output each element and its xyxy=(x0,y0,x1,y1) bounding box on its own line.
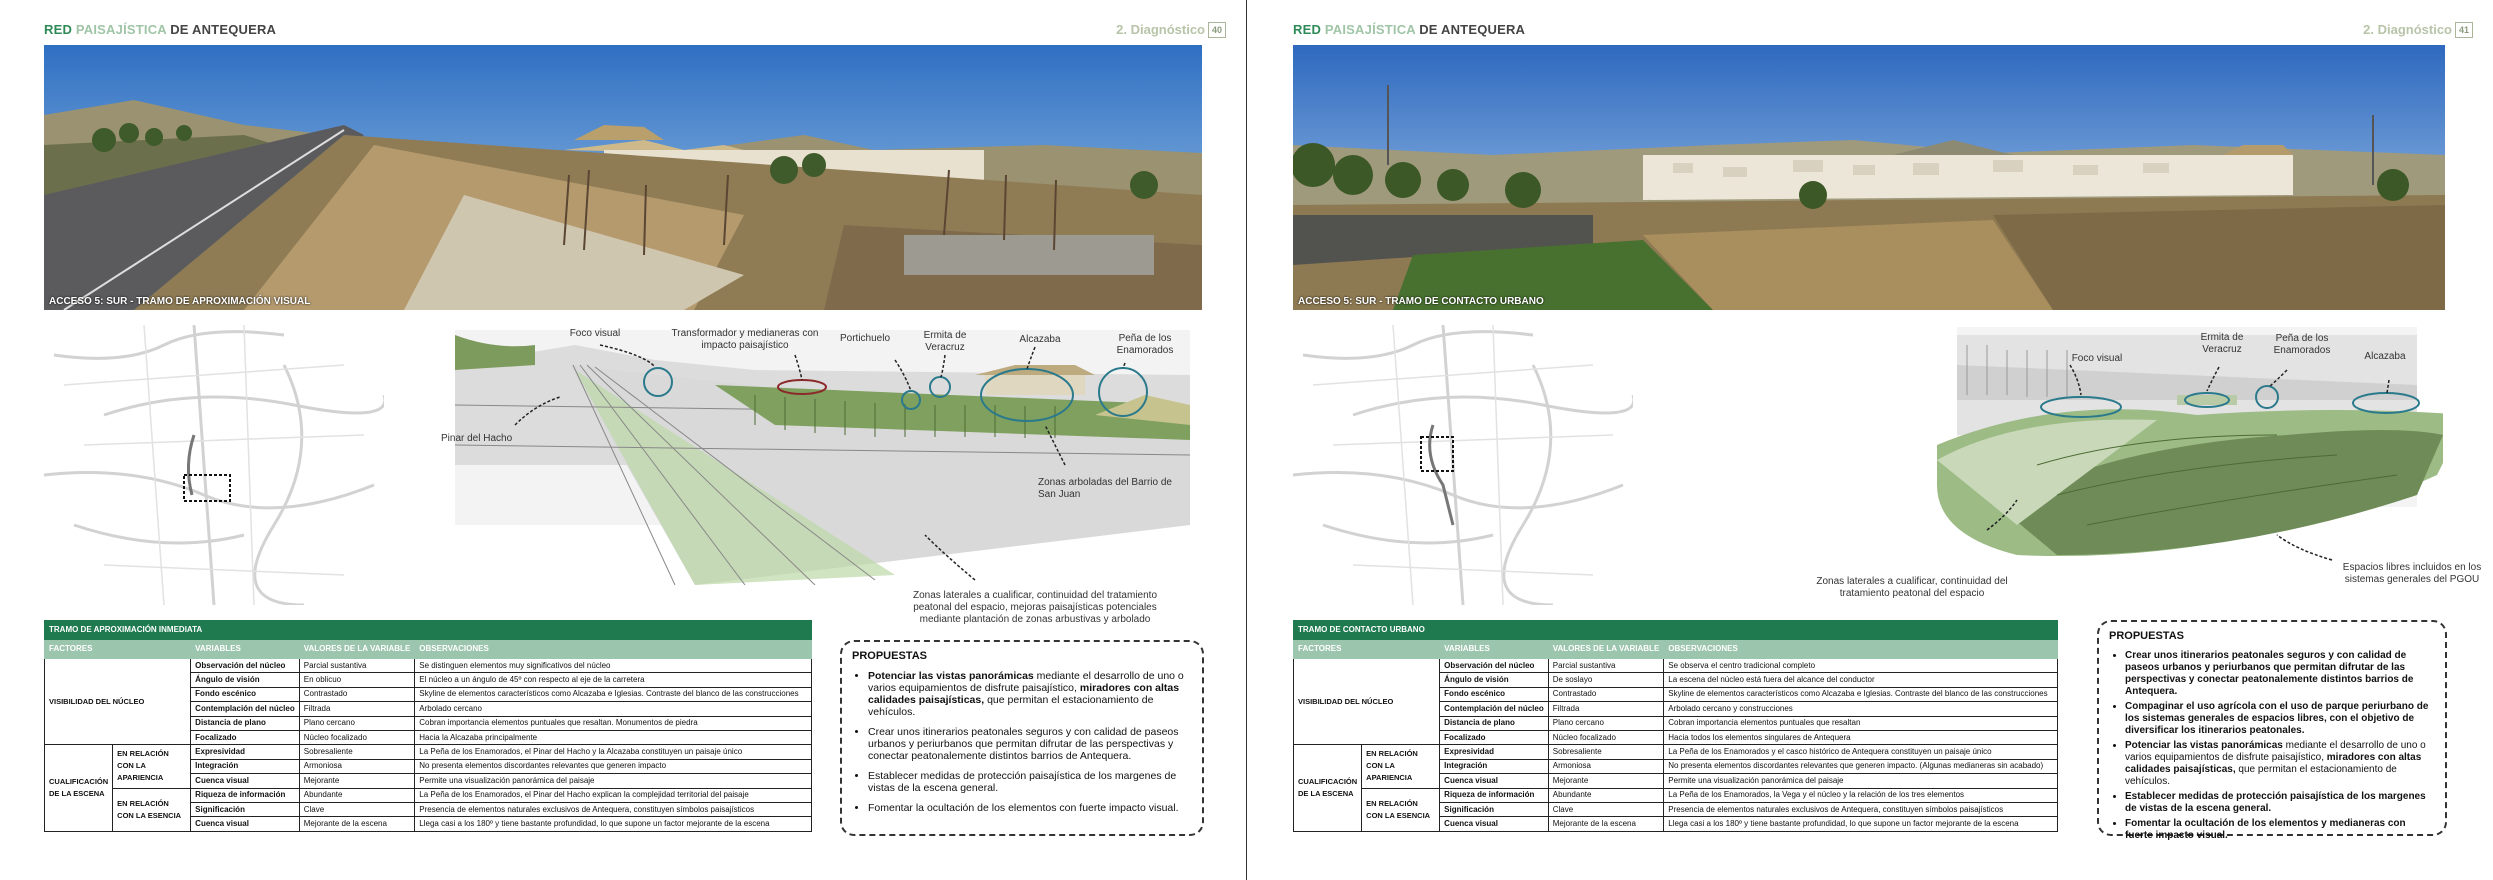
variable-cell: Cuenca visual xyxy=(191,774,300,788)
table-title: TRAMO DE APROXIMACIÓN INMEDIATA xyxy=(45,621,812,640)
proposal-text: que permitan el estacionamiento de vehículos. xyxy=(868,694,1154,718)
observation-cell: Permite una visualización panorámica del paisaje xyxy=(1664,774,2058,788)
observation-cell: Permite una visualización panorámica del paisaje xyxy=(415,774,812,788)
factor-visibilidad: VISIBILIDAD DEL NÚCLEO xyxy=(1294,659,1440,745)
variable-cell: Significación xyxy=(191,802,300,816)
proposal-item xyxy=(868,726,1192,762)
header-word-antequera: DE ANTEQUERA xyxy=(170,22,277,37)
proposals-title: PROPUESTAS xyxy=(2109,630,2184,642)
variable-cell: Ángulo de visión xyxy=(191,673,300,687)
proposal-text: mediante el desarrollo de uno o varios equipamientos de disfrute paisajístico, xyxy=(2125,740,2426,763)
factor-cualificacion: CUALIFICACIÓN DE LA ESCENA xyxy=(1294,745,1362,831)
right-page xyxy=(1247,0,2493,880)
variable-cell: Integración xyxy=(1440,759,1549,773)
callout-zonas-laterales: Zonas laterales a cualificar, continuidad del tratamiento peatonal del espacio xyxy=(1816,576,2008,599)
col-header-factores: FACTORES xyxy=(1294,640,1440,659)
value-cell: Sobresaliente xyxy=(299,745,415,759)
variable-cell: Focalizado xyxy=(1440,730,1549,744)
page-number: 40 xyxy=(1208,22,1226,38)
value-cell: Parcial sustantiva xyxy=(299,659,415,673)
value-cell: Contrastado xyxy=(299,687,415,701)
observation-cell: Llega casi a los 180º y tiene bastante profundidad, lo que supone un factor mejorante de la escena xyxy=(415,817,812,831)
proposal-item xyxy=(2125,650,2435,698)
proposal-bold: miradores con altas calidades paisajísticas, xyxy=(868,682,1180,706)
observation-cell: Presencia de elementos naturales exclusivos de Antequera, constituyen símbolos paisajísticos xyxy=(1664,802,2058,816)
col-header-valores: VALORES DE LA VARIABLE xyxy=(1548,640,1664,659)
proposal-item xyxy=(2125,818,2435,842)
panorama-illustration xyxy=(1293,45,2445,310)
observation-cell: El núcleo a un ángulo de 45º con respecto al eje de la carretera xyxy=(415,673,812,687)
document-header xyxy=(1293,22,1525,37)
chapter-title: 2. Diagnóstico xyxy=(2363,22,2452,37)
location-map xyxy=(1293,325,1633,605)
callout-foco-visual: Foco visual xyxy=(569,328,621,339)
variable-cell: Riqueza de información xyxy=(1440,788,1549,802)
observation-cell: La escena del núcleo está fuera del alcance del conductor xyxy=(1664,673,2058,687)
observation-cell: Presencia de elementos naturales exclusivos de Antequera, constituyen símbolos paisajísticos xyxy=(415,802,812,816)
variable-cell: Expresividad xyxy=(1440,745,1549,759)
page-number: 41 xyxy=(2455,22,2473,38)
value-cell: Clave xyxy=(299,802,415,816)
proposal-text: que permitan el estacionamiento de vehículos. xyxy=(2125,764,2397,787)
observation-cell: Cobran importancia elementos puntuales que resaltan. Monumentos de piedra xyxy=(415,716,812,730)
header-word-paisajistica: PAISAJÍSTICA xyxy=(1324,22,1416,37)
proposal-bold: Crear unos itinerarios peatonales seguros y con calidad de paseos urbanos y periurbanos que permitan difrutar de las perspectivas y conectar peatonalemente distintos barrios de Antequera. xyxy=(2125,650,2414,697)
assessment-table xyxy=(1293,620,2058,832)
callout-ermita-veracruz: Ermita de Veracruz xyxy=(923,330,967,353)
table-row xyxy=(1294,788,2058,802)
observation-cell: Skyline de elementos característicos como Alcazaba e Iglesias. Contraste del blanco de las construcciones xyxy=(415,687,812,701)
subfactor-esencia: EN RELACIÓN CON LA ESENCIA xyxy=(113,788,191,831)
observation-cell: La Peña de los Enamorados, la Vega y el núcleo y la relación de los tres elementos xyxy=(1664,788,2058,802)
variable-cell: Expresividad xyxy=(191,745,300,759)
value-cell: Mejorante de la escena xyxy=(1548,817,1664,831)
table-row xyxy=(45,745,812,759)
value-cell: De soslayo xyxy=(1548,673,1664,687)
table-row xyxy=(45,659,812,673)
photo-caption: ACCESO 5: SUR - TRAMO DE APROXIMACIÓN VISUAL xyxy=(49,296,311,307)
photo-caption: ACCESO 5: SUR - TRAMO DE CONTACTO URBANO xyxy=(1298,296,1544,307)
access-route xyxy=(188,435,194,495)
variable-cell: Cuenca visual xyxy=(1440,774,1549,788)
chapter-label xyxy=(2363,22,2473,38)
callout-pena-enamorados: Peña de los Enamorados xyxy=(1116,333,1174,356)
value-cell: Filtrada xyxy=(1548,702,1664,716)
col-header-variables: VARIABLES xyxy=(191,640,300,659)
proposal-bold: miradores con altas calidades paisajísticas, xyxy=(2125,752,2422,775)
callout-alcazaba: Alcazaba xyxy=(2364,351,2406,362)
callout-espacios-libres: Espacios libres incluidos en los sistemas generales del PGOU xyxy=(2342,562,2482,585)
header-word-paisajistica: PAISAJÍSTICA xyxy=(75,22,167,37)
col-header-valores: VALORES DE LA VARIABLE xyxy=(299,640,415,659)
table-title: TRAMO DE CONTACTO URBANO xyxy=(1294,621,2058,640)
observation-cell: Cobran importancia elementos puntuales que resaltan xyxy=(1664,716,2058,730)
observation-cell: No presenta elementos discordantes relevantes que generen impacto. (Algunas medianeras sin acabado) xyxy=(1664,759,2058,773)
callout-ermita-veracruz: Ermita de Veracruz xyxy=(2200,332,2244,355)
callout-zonas-arboladas: Zonas arboladas del Barrio de San Juan xyxy=(1038,477,1172,500)
header-word-antequera: DE ANTEQUERA xyxy=(1419,22,1526,37)
factor-visibilidad: VISIBILIDAD DEL NÚCLEO xyxy=(45,659,191,745)
callout-transformador: Transformador y medianeras con impacto paisajístico xyxy=(671,328,819,351)
table-row xyxy=(1294,659,2058,673)
variable-cell: Ángulo de visión xyxy=(1440,673,1549,687)
observation-cell: La Peña de los Enamorados, el Pinar del Hacho explican la complejidad territorial del paisaje xyxy=(415,788,812,802)
document-header xyxy=(44,22,276,37)
variable-cell: Cuenca visual xyxy=(1440,817,1549,831)
observation-cell: Llega casi a los 180º y tiene bastante profundidad, lo que supone un factor mejorante de la escena xyxy=(1664,817,2058,831)
proposal-item xyxy=(868,670,1192,718)
variable-cell: Distancia de plano xyxy=(1440,716,1549,730)
proposal-bold: Potenciar las vistas panorámicas xyxy=(2125,740,2283,751)
observation-cell: La Peña de los Enamorados, el Pinar del Hacho y la Alcazaba constituyen un paisaje único xyxy=(415,745,812,759)
observation-cell: No presenta elementos discordantes relevantes que generen impacto xyxy=(415,759,812,773)
value-cell: Abundante xyxy=(1548,788,1664,802)
col-header-observaciones: OBSERVACIONES xyxy=(415,640,812,659)
proposal-item xyxy=(2125,740,2435,788)
value-cell: Clave xyxy=(1548,802,1664,816)
left-page xyxy=(0,0,1246,880)
access-route xyxy=(1430,425,1453,525)
variable-cell: Contemplación del núcleo xyxy=(191,702,300,716)
value-cell: Mejorante xyxy=(1548,774,1664,788)
proposal-text: Fomentar la ocultación de los elementos con fuerte impacto visual. xyxy=(868,802,1179,814)
variable-cell: Integración xyxy=(191,759,300,773)
value-cell: Núcleo focalizado xyxy=(299,730,415,744)
chapter-label xyxy=(1116,22,1226,38)
observation-cell: Hacia la Alcazaba principalmente xyxy=(415,730,812,744)
proposal-bold: Fomentar la ocultación de los elementos y medianeras con fuerte impacto visual. xyxy=(2125,818,2406,841)
subfactor-apariencia: EN RELACIÓN CON LA APARIENCIA xyxy=(1362,745,1440,788)
observation-cell: Skyline de elementos característicos como Alcazaba e Iglesias. Contraste del blanco de las construcciones xyxy=(1664,687,2058,701)
proposal-item xyxy=(868,770,1192,794)
variable-cell: Cuenca visual xyxy=(191,817,300,831)
value-cell: Abundante xyxy=(299,788,415,802)
header-word-red: RED xyxy=(44,22,73,37)
callout-portichuelo: Portichuelo xyxy=(839,333,891,344)
variable-cell: Riqueza de información xyxy=(191,788,300,802)
proposals-list xyxy=(852,670,1192,814)
value-cell: Parcial sustantiva xyxy=(1548,659,1664,673)
panorama-photo xyxy=(1293,45,2445,310)
callout-foco-visual: Foco visual xyxy=(2071,353,2123,364)
variable-cell: Contemplación del núcleo xyxy=(1440,702,1549,716)
proposals-title: PROPUESTAS xyxy=(852,650,927,662)
proposals-list xyxy=(2109,650,2435,842)
assessment-table xyxy=(44,620,812,832)
observation-cell: Se distinguen elementos muy significativos del núcleo xyxy=(415,659,812,673)
callout-alcazaba: Alcazaba xyxy=(1019,334,1061,345)
observation-cell: Arbolado cercano y construcciones xyxy=(1664,702,2058,716)
subfactor-apariencia: EN RELACIÓN CON LA APARIENCIA xyxy=(113,745,191,788)
proposals-box xyxy=(2097,620,2447,841)
value-cell: Armoniosa xyxy=(299,759,415,773)
value-cell: Mejorante de la escena xyxy=(299,817,415,831)
value-cell: Núcleo focalizado xyxy=(1548,730,1664,744)
col-header-variables: VARIABLES xyxy=(1440,640,1549,659)
proposals-box xyxy=(840,640,1204,836)
proposal-text: mediante el desarrollo de uno o varios equipamientos de disfrute paisajístico, xyxy=(868,670,1184,694)
table-row xyxy=(45,788,812,802)
proposal-item xyxy=(2125,701,2435,737)
proposal-text: Crear unos itinerarios peatonales seguros y con calidad de paseos urbanos y periurbanos que permitan difrutar de las perspectivas y conectar peatonalemente distintos barrios de Antequera. xyxy=(868,726,1179,762)
variable-cell: Focalizado xyxy=(191,730,300,744)
proposal-text: Establecer medidas de protección paisajística de los margenes de vistas de la escena general. xyxy=(868,770,1177,794)
observation-cell: Se observa el centro tradicional completo xyxy=(1664,659,2058,673)
header-word-red: RED xyxy=(1293,22,1322,37)
col-header-observaciones: OBSERVACIONES xyxy=(1664,640,2058,659)
variable-cell: Fondo escénico xyxy=(191,687,300,701)
perspective-sketch xyxy=(1637,325,2443,585)
proposal-bold: Compaginar el uso agrícola con el uso de parque periurbano de los sistemas generales de espacios libres, con el objetivo de diversificar los itinerarios peatonales. xyxy=(2125,701,2429,736)
proposal-item xyxy=(2125,791,2435,815)
factor-cualificacion: CUALIFICACIÓN DE LA ESCENA xyxy=(45,745,113,831)
table-row xyxy=(1294,745,2058,759)
subfactor-esencia: EN RELACIÓN CON LA ESENCIA xyxy=(1362,788,1440,831)
chapter-title: 2. Diagnóstico xyxy=(1116,22,1205,37)
value-cell: Contrastado xyxy=(1548,687,1664,701)
location-map xyxy=(44,325,384,605)
variable-cell: Fondo escénico xyxy=(1440,687,1549,701)
value-cell: Sobresaliente xyxy=(1548,745,1664,759)
observation-cell: Hacia todos los elementos singulares de Antequera xyxy=(1664,730,2058,744)
variable-cell: Observación del núcleo xyxy=(191,659,300,673)
callout-zonas-laterales: Zonas laterales a cualificar, continuidad del tratamiento peatonal del espacio, mejoras paisajísticas potenciales mediante plantación de zonas arbustivas y arbolado xyxy=(912,590,1158,625)
proposal-item xyxy=(868,802,1192,814)
variable-cell: Observación del núcleo xyxy=(1440,659,1549,673)
callout-pena-enamorados: Peña de los Enamorados xyxy=(2273,333,2331,356)
value-cell: En oblicuo xyxy=(299,673,415,687)
observation-cell: Arbolado cercano xyxy=(415,702,812,716)
value-cell: Filtrada xyxy=(299,702,415,716)
perspective-sketch xyxy=(455,325,1195,585)
variable-cell: Significación xyxy=(1440,802,1549,816)
value-cell: Plano cercano xyxy=(299,716,415,730)
value-cell: Plano cercano xyxy=(1548,716,1664,730)
panorama-illustration xyxy=(44,45,1202,310)
col-header-factores: FACTORES xyxy=(45,640,191,659)
proposal-bold: Establecer medidas de protección paisajística de los margenes de vistas de la escena general. xyxy=(2125,791,2426,814)
proposal-bold: Potenciar las vistas panorámicas xyxy=(868,670,1034,682)
callout-pinar-hacho: Pinar del Hacho xyxy=(441,433,513,444)
observation-cell: La Peña de los Enamorados y el casco histórico de Antequera constituyen un paisaje único xyxy=(1664,745,2058,759)
panorama-photo xyxy=(44,45,1202,310)
value-cell: Armoniosa xyxy=(1548,759,1664,773)
variable-cell: Distancia de plano xyxy=(191,716,300,730)
value-cell: Mejorante xyxy=(299,774,415,788)
